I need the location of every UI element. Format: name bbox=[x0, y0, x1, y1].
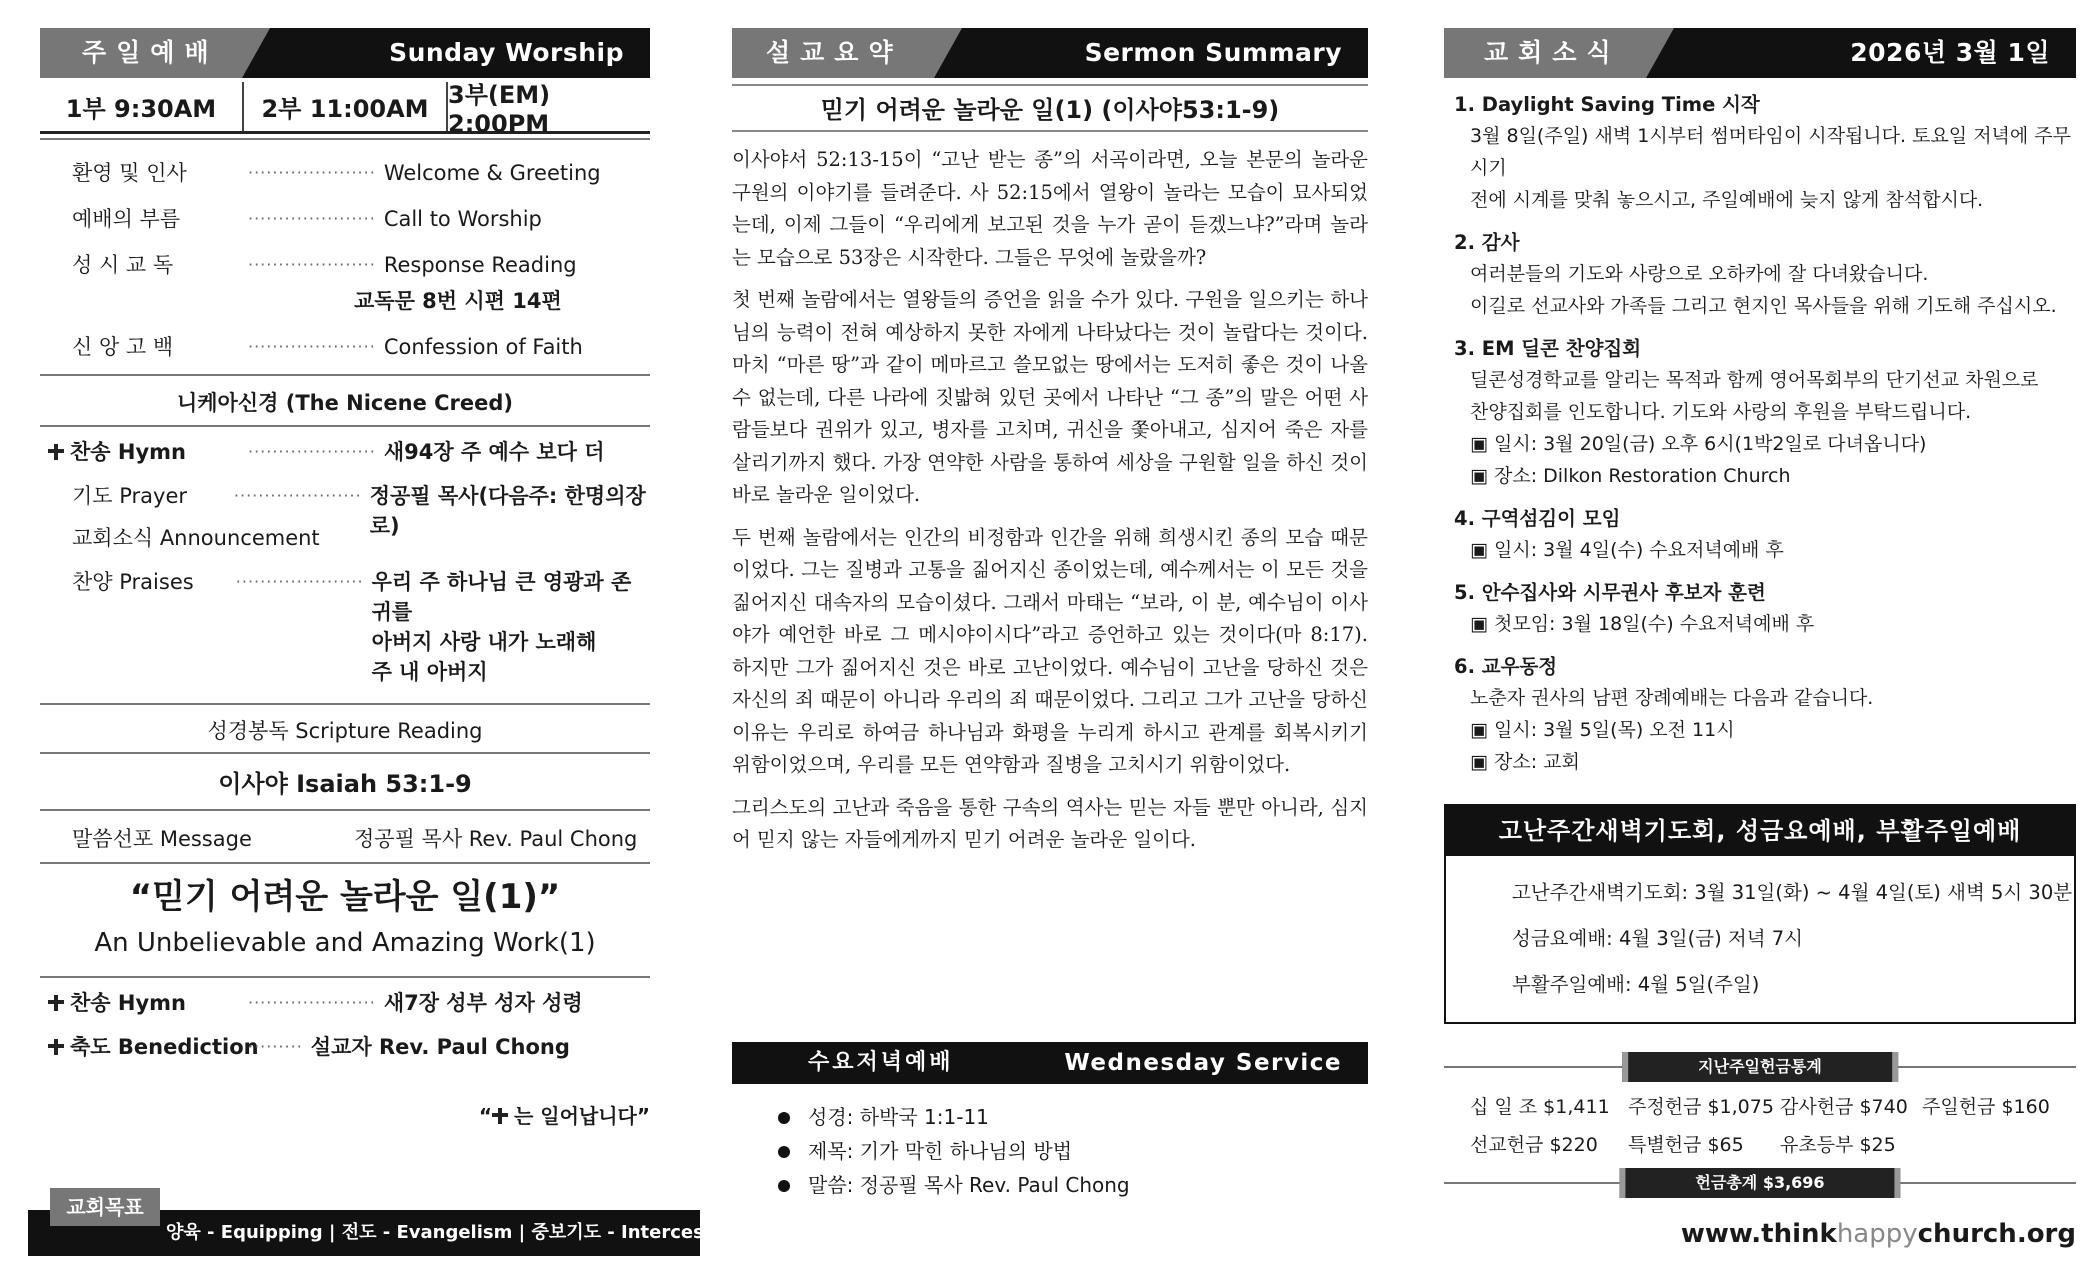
cross-icon bbox=[48, 1039, 64, 1055]
list-item: 말씀: 정공필 목사 Rev. Paul Chong bbox=[732, 1168, 1368, 1202]
header-ko: 주일예배 bbox=[82, 38, 219, 67]
church-website[interactable]: www.thinkhappychurch.org bbox=[1680, 1219, 2076, 1249]
sunday-worship-header bbox=[40, 28, 650, 78]
order-item: 교독문 8번 시편 14편 bbox=[354, 289, 562, 313]
news-item: 2. 감사 여러분들의 기도와 사랑으로 오하카에 잘 다녀왔습니다. 이길로 선교사와 가족들 그리고 현지인 목사들을 위해 기도해 주십시오. bbox=[1454, 231, 2057, 317]
hymn-2: 찬송 Hymn ····················· 새7장 성부 성자 성령 bbox=[40, 988, 650, 1032]
service-time-3: 3부(EM) 2:00PM bbox=[448, 81, 551, 138]
wednesday-header bbox=[732, 1042, 1368, 1084]
news-item: 6. 교우동정 노춘자 권사의 남편 장례예배는 다음과 같습니다. ▣ 일시: 3월 5일(목) 오전 11시 ▣ 장소: 교회 bbox=[1454, 655, 1874, 773]
announcement: 교회소식 Announcement bbox=[72, 526, 320, 550]
scripture-ref: 이사야 Isaiah 53:1-9 bbox=[218, 770, 472, 798]
order-item: 환영 및 인사 ····················· Welcome & Greeting bbox=[72, 161, 601, 185]
hymn-1: 찬송 Hymn ····················· 새94장 주 예수 보다 더 bbox=[40, 437, 650, 481]
cross-icon bbox=[492, 1108, 508, 1124]
sermon-paragraph: 그리스도의 고난과 죽음을 통한 구속의 역사는 믿는 자들 뿐만 아니라, 심지어 믿지 않는 자들에게까지 믿기 어려운 놀라운 일이다. bbox=[732, 795, 1368, 851]
offering-cell: 주일헌금 $160 bbox=[1922, 1096, 2050, 1118]
sermon-title: 믿기 어려운 놀라운 일(1) (이사야53:1-9) bbox=[732, 84, 1368, 132]
offering-total: 헌금총계 $3,696 bbox=[1619, 1168, 1900, 1198]
church-goal-tag: 교회목표 bbox=[50, 1188, 160, 1226]
offering-cell bbox=[1922, 1126, 2052, 1164]
offering-section bbox=[1444, 1052, 2076, 1198]
offering-total-bar bbox=[1444, 1168, 2076, 1198]
sermon-header bbox=[732, 28, 1368, 78]
sermon-paragraph: 첫 번째 놀람에서는 열왕들의 증언을 읽을 수가 있다. 구원을 일으키는 하나님의 능력이 전혀 예상하지 못한 자에게 나타났다는 것이 놀랍다는 것이다. 마치 “마른 땅”과 같이 메마르고 쓸모없는 땅에서는 도저히 좋은 것이 나올 수 없는데, 다른 나라에 짓밟혀 있던 곳에서 나타난 “그 종”의 말은 어떤 사람들보다 권위가 있고, 병자를 고치며, 귀신을 쫓아내고, 심지어 죽은 자를 살리기까지 했다. 가장 연약한 사람을 통하여 세상을 구원할 일을 하신 것이 바로 놀라운 일이었다. bbox=[732, 288, 1368, 506]
header-en: Sermon Summary bbox=[1084, 38, 1342, 67]
header-ko: 수요저녁예배 bbox=[808, 1050, 954, 1075]
header-en: Wednesday Service bbox=[1064, 1050, 1342, 1076]
sermon-paragraph: 이사야서 52:13-15이 “고난 받는 종”의 서곡이라면, 오늘 본문의 놀라운 구원의 이야기를 들려준다. 사 52:15에서 열왕이 놀라는 모습이 묘사되었는데, 이제 그들이 “우리에게 보고된 것을 누가 곧이 듣겠느냐?”라며 놀라는 모습으로 53장은 시작한다. 그들은 무엇에 놀랐을까? bbox=[732, 148, 1368, 269]
creed: 니케아신경 (The Nicene Creed) bbox=[176, 391, 514, 415]
church-goal-text: 양육 - Equipping | 전도 - Evangelism | 중보기도 - Intercessor Player bbox=[166, 1222, 806, 1243]
offering-cell: 유초등부 $25 bbox=[1780, 1134, 1896, 1156]
header-ko: 교회소식 bbox=[1484, 38, 1621, 67]
lent-line: 성금요예배: 4월 3일(금) 저녁 7시 bbox=[1512, 927, 1804, 950]
sermon-title-ko: “믿기 어려운 놀라운 일(1)” bbox=[129, 877, 561, 917]
order-item: 예배의 부름 ····················· Call to Worship bbox=[72, 207, 542, 231]
stand-note: “ 는 일어납니다” bbox=[478, 1104, 650, 1128]
header-en: Sunday Worship bbox=[389, 38, 624, 67]
news-item: 4. 구역섬김이 모임 ▣ 일시: 3월 4일(수) 수요저녁예배 후 bbox=[1454, 507, 1784, 561]
cross-icon bbox=[48, 995, 64, 1011]
offering-cell: 주정헌금 $1,075 bbox=[1628, 1096, 1774, 1118]
benediction: 축도 Benediction ········· 설교자 Rev. Paul Chong bbox=[40, 1032, 650, 1076]
offering-cell: 특별헌금 $65 bbox=[1628, 1134, 1744, 1156]
offering-cell: 십 일 조 $1,411 bbox=[1470, 1096, 1610, 1118]
church-goal-bar bbox=[28, 1195, 806, 1256]
news-item: 3. EM 딜콘 찬양집회 딜콘성경학교를 알리는 목적과 함께 영어목회부의 단기선교 차원으로 찬양집회를 인도합니다. 기도와 사랑의 후원을 부탁드립니다. ▣ 일시: 3월 20일(금) 오후 6시(1박2일로 다녀옵니다) ▣ 장소: Dilkon Restoration Church bbox=[1454, 337, 2039, 487]
offering-cell: 선교헌금 $220 bbox=[1470, 1134, 1598, 1156]
lent-title: 고난주간새벽기도회, 성금요예배, 부활주일예배 bbox=[1446, 806, 2074, 856]
lent-line: 고난주간새벽기도회: 3월 31일(화) ~ 4월 4일(토) 새벽 5시 30분 bbox=[1512, 881, 2073, 904]
order-item: 성 시 교 독 ····················· Response Reading bbox=[72, 253, 577, 277]
list-item: 성경: 하박국 1:1-11 bbox=[732, 1100, 1368, 1134]
news-date: 2026년 3월 1일 bbox=[1850, 38, 2050, 67]
sermon-title-en: An Unbelievable and Amazing Work(1) bbox=[94, 928, 596, 958]
sermon-column bbox=[732, 0, 1368, 1275]
scripture-title: 성경봉독 Scripture Reading bbox=[207, 719, 483, 743]
news-column bbox=[1444, 0, 2076, 1275]
message: 말씀선포 Message 정공필 목사 Rev. Paul Chong bbox=[72, 827, 638, 851]
header-ko: 설교요약 bbox=[766, 38, 903, 67]
list-item: 제목: 기가 막힌 하나님의 방법 bbox=[732, 1134, 1368, 1168]
offering-grid bbox=[1444, 1088, 2076, 1164]
service-time-1: 1부 9:30AM bbox=[40, 82, 244, 131]
news-item: 5. 안수집사와 시무권사 후보자 훈련 ▣ 첫모임: 3월 18일(수) 수요저녁예배 후 bbox=[1454, 581, 1815, 635]
wednesday-list bbox=[732, 1100, 1368, 1202]
lent-box bbox=[1444, 804, 2076, 1024]
service-times bbox=[40, 81, 650, 138]
cross-icon bbox=[48, 444, 64, 460]
offering-tagbar bbox=[1444, 1052, 2076, 1082]
prayer: 기도 Prayer ····················· 정공필 목사(다음주: 한명의장로) bbox=[72, 484, 646, 538]
sunday-worship-column bbox=[40, 0, 650, 1275]
offering-tag: 지난주일헌금통계 bbox=[1622, 1052, 1898, 1082]
service-time-2: 2부 11:00AM bbox=[244, 82, 448, 131]
news-header bbox=[1444, 28, 2076, 78]
sermon-paragraph: 두 번째 놀람에서는 인간의 비정함과 인간을 위해 희생시킨 종의 모습 때문이었다. 그는 질병과 고통을 짊어지신 종이었는데, 예수께서는 이 모든 것을 짊어지신 대속자의 모습이셨다. 그래서 마태는 “보라, 이 분, 예수님이 이사야가 예언한 바로 그 메시야이시다”라고 증언하고 있는 것이다(마 8:17). 하지만 그가 짊어지신 것은 바로 고난이었다. 예수님이 고난을 당하신 것은 자신의 죄 때문이 아니라 우리의 죄 때문이었다. 그리고 그가 고난을 당하신 이유는 우리로 하여금 하나님과 화평을 누리게 하시고 관계를 회복시키기 위함이었으며, 우리를 모든 연약함과 질병을 고치시기 위함이었다. bbox=[732, 525, 1368, 776]
praises: 찬양 Praises ····················· 우리 주 하나님 큰 영광과 존귀를 아버지 사랑 내가 노래해 주 내 아버지 bbox=[72, 570, 632, 684]
news-item: 1. Daylight Saving Time 시작 3월 8일(주일) 새벽 1시부터 썸머타임이 시작됩니다. 토요일 저녁에 주무시기 전에 시계를 맞춰 놓으시고, 주일예배에 늦지 않게 참석합시다. bbox=[1454, 93, 2072, 211]
order-item: 신 앙 고 백 ····················· Confession of Faith bbox=[72, 335, 583, 359]
offering-cell: 감사헌금 $740 bbox=[1780, 1096, 1908, 1118]
lent-line: 부활주일예배: 4월 5일(주일) bbox=[1512, 973, 1760, 996]
